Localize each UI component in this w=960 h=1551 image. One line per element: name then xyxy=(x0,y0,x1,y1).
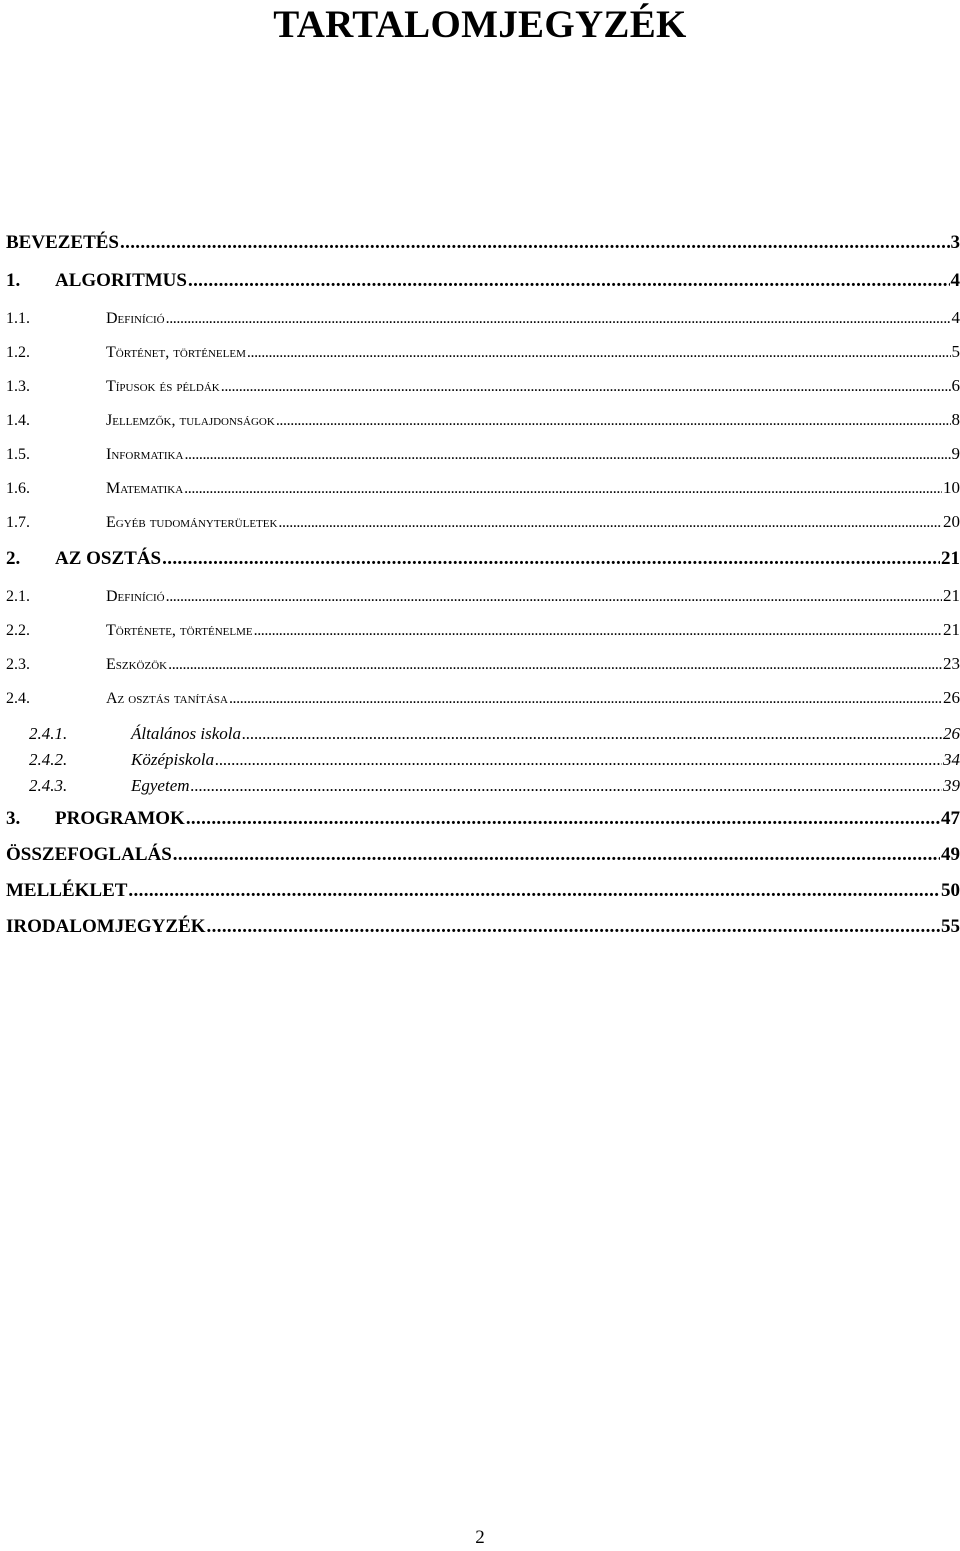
toc-entry[interactable] xyxy=(6,724,960,744)
toc-entry[interactable] xyxy=(6,376,960,396)
toc-entry-number: 1. xyxy=(6,270,21,291)
toc-entry[interactable] xyxy=(6,270,960,292)
toc-entry-label: Informatika xyxy=(106,446,184,463)
toc-entry-page: 9 xyxy=(951,444,960,463)
dot-leader xyxy=(247,344,951,362)
toc-entry[interactable] xyxy=(6,232,960,254)
dot-leader xyxy=(229,690,942,708)
dot-leader xyxy=(276,412,951,430)
dot-leader xyxy=(207,916,940,938)
toc-entry[interactable] xyxy=(6,512,960,532)
toc-entry-page: 10 xyxy=(943,478,960,497)
dot-leader xyxy=(188,270,950,292)
toc-entry-label: Típusok és példák xyxy=(106,378,220,395)
toc-entry[interactable] xyxy=(6,776,960,796)
toc-entry[interactable] xyxy=(6,410,960,430)
toc-entry-page: 50 xyxy=(941,880,960,901)
toc-entry[interactable] xyxy=(6,308,960,328)
toc-entry-label: Egyetem xyxy=(131,776,190,795)
toc-entry-number: 2.1. xyxy=(6,588,30,605)
toc-entry-page: 26 xyxy=(943,688,960,707)
toc-entry-label: Egyéb tudományterületek xyxy=(106,514,278,531)
toc-entry-label: ALGORITMUS xyxy=(55,270,187,291)
toc-entry-number: 1.4. xyxy=(6,412,30,429)
toc-entry[interactable] xyxy=(6,916,960,938)
toc-entry-page: 20 xyxy=(943,512,960,531)
toc-entry-number: 2.4.2. xyxy=(29,750,68,769)
toc-entry-page: 21 xyxy=(941,548,960,569)
dot-leader xyxy=(186,808,940,830)
toc-entry-page: 21 xyxy=(943,620,960,639)
toc-entry-page: 26 xyxy=(943,724,960,743)
dot-leader xyxy=(120,232,950,254)
toc-entry[interactable] xyxy=(6,750,960,770)
toc-entry-page: 49 xyxy=(941,844,960,865)
dot-leader xyxy=(254,622,942,640)
toc-entry-number: 2.4. xyxy=(6,690,30,707)
toc-entry[interactable] xyxy=(6,444,960,464)
toc-entry-label: IRODALOMJEGYZÉK xyxy=(6,916,206,937)
toc-entry-page: 3 xyxy=(950,232,960,253)
toc-entry-label: PROGRAMOK xyxy=(55,808,185,829)
toc-entry-number: 2.4.1. xyxy=(29,724,68,743)
dot-leader xyxy=(221,378,951,396)
toc-entry[interactable] xyxy=(6,808,960,830)
toc-entry-page: 21 xyxy=(943,586,960,605)
dot-leader xyxy=(128,880,940,902)
dot-leader xyxy=(242,724,942,744)
toc-entry[interactable] xyxy=(6,620,960,640)
dot-leader xyxy=(173,844,940,866)
dot-leader xyxy=(191,776,942,796)
toc-entry-number: 1.3. xyxy=(6,378,30,395)
toc-entry-page: 4 xyxy=(950,270,960,291)
toc-entry-label: MELLÉKLET xyxy=(6,880,128,901)
toc-entry-label: Jellemzők, tulajdonságok xyxy=(106,412,275,429)
toc-entry-page: 4 xyxy=(951,308,960,327)
toc-entry-label: Története, történelme xyxy=(106,622,253,639)
toc-entry-label: Eszközök xyxy=(106,656,168,673)
toc-entry-label: BEVEZETÉS xyxy=(6,232,119,253)
toc-entry-number: 2.4.3. xyxy=(29,776,68,795)
toc-entry-number: 1.1. xyxy=(6,310,30,327)
toc-entry[interactable] xyxy=(6,654,960,674)
dot-leader xyxy=(184,480,942,498)
toc-entry-page: 39 xyxy=(943,776,960,795)
toc-entry-page: 6 xyxy=(951,376,960,395)
toc-entry-page: 47 xyxy=(941,808,960,829)
toc-entry-label: ÖSSZEFOGLALÁS xyxy=(6,844,172,865)
dot-leader xyxy=(278,514,942,532)
toc-entry[interactable] xyxy=(6,880,960,902)
toc-entry-label: Történet, történelem xyxy=(106,344,246,361)
toc-entry-number: 1.2. xyxy=(6,344,30,361)
dot-leader xyxy=(215,750,942,770)
toc-entry-label: AZ OSZTÁS xyxy=(55,548,162,569)
toc-entry-number: 2.3. xyxy=(6,656,30,673)
dot-leader xyxy=(168,656,942,674)
toc-entry-page: 55 xyxy=(941,916,960,937)
toc-entry-number: 2. xyxy=(6,548,21,569)
toc-entry-label: Matematika xyxy=(106,480,184,497)
dot-leader xyxy=(162,548,940,570)
toc-entry-number: 1.5. xyxy=(6,446,30,463)
toc-entry[interactable] xyxy=(6,478,960,498)
page-title: TARTALOMJEGYZÉK xyxy=(273,3,687,46)
toc-entry-page: 5 xyxy=(951,342,960,361)
toc-entry-number: 1.7. xyxy=(6,514,30,531)
page-number: 2 xyxy=(475,1527,485,1548)
toc-entry-label: Középiskola xyxy=(131,750,215,769)
toc-entry-page: 8 xyxy=(951,410,960,429)
toc-entry[interactable] xyxy=(6,586,960,606)
toc-entry-number: 3. xyxy=(6,808,21,829)
toc-entry-label: Általános iskola xyxy=(131,724,242,743)
toc-entry-label: Definíció xyxy=(106,310,165,327)
toc-entry-number: 1.6. xyxy=(6,480,30,497)
toc-entry[interactable] xyxy=(6,548,960,570)
dot-leader xyxy=(166,588,942,606)
dot-leader xyxy=(166,310,951,328)
toc-entry-label: Definíció xyxy=(106,588,165,605)
toc-entry-label: Az osztás tanítása xyxy=(106,690,228,707)
toc-entry[interactable] xyxy=(6,688,960,708)
toc-entry-page: 23 xyxy=(943,654,960,673)
toc-entry-number: 2.2. xyxy=(6,622,30,639)
toc-entry[interactable] xyxy=(6,844,960,866)
toc-entry-page: 34 xyxy=(943,750,960,769)
dot-leader xyxy=(184,446,950,464)
toc-entry[interactable] xyxy=(6,342,960,362)
